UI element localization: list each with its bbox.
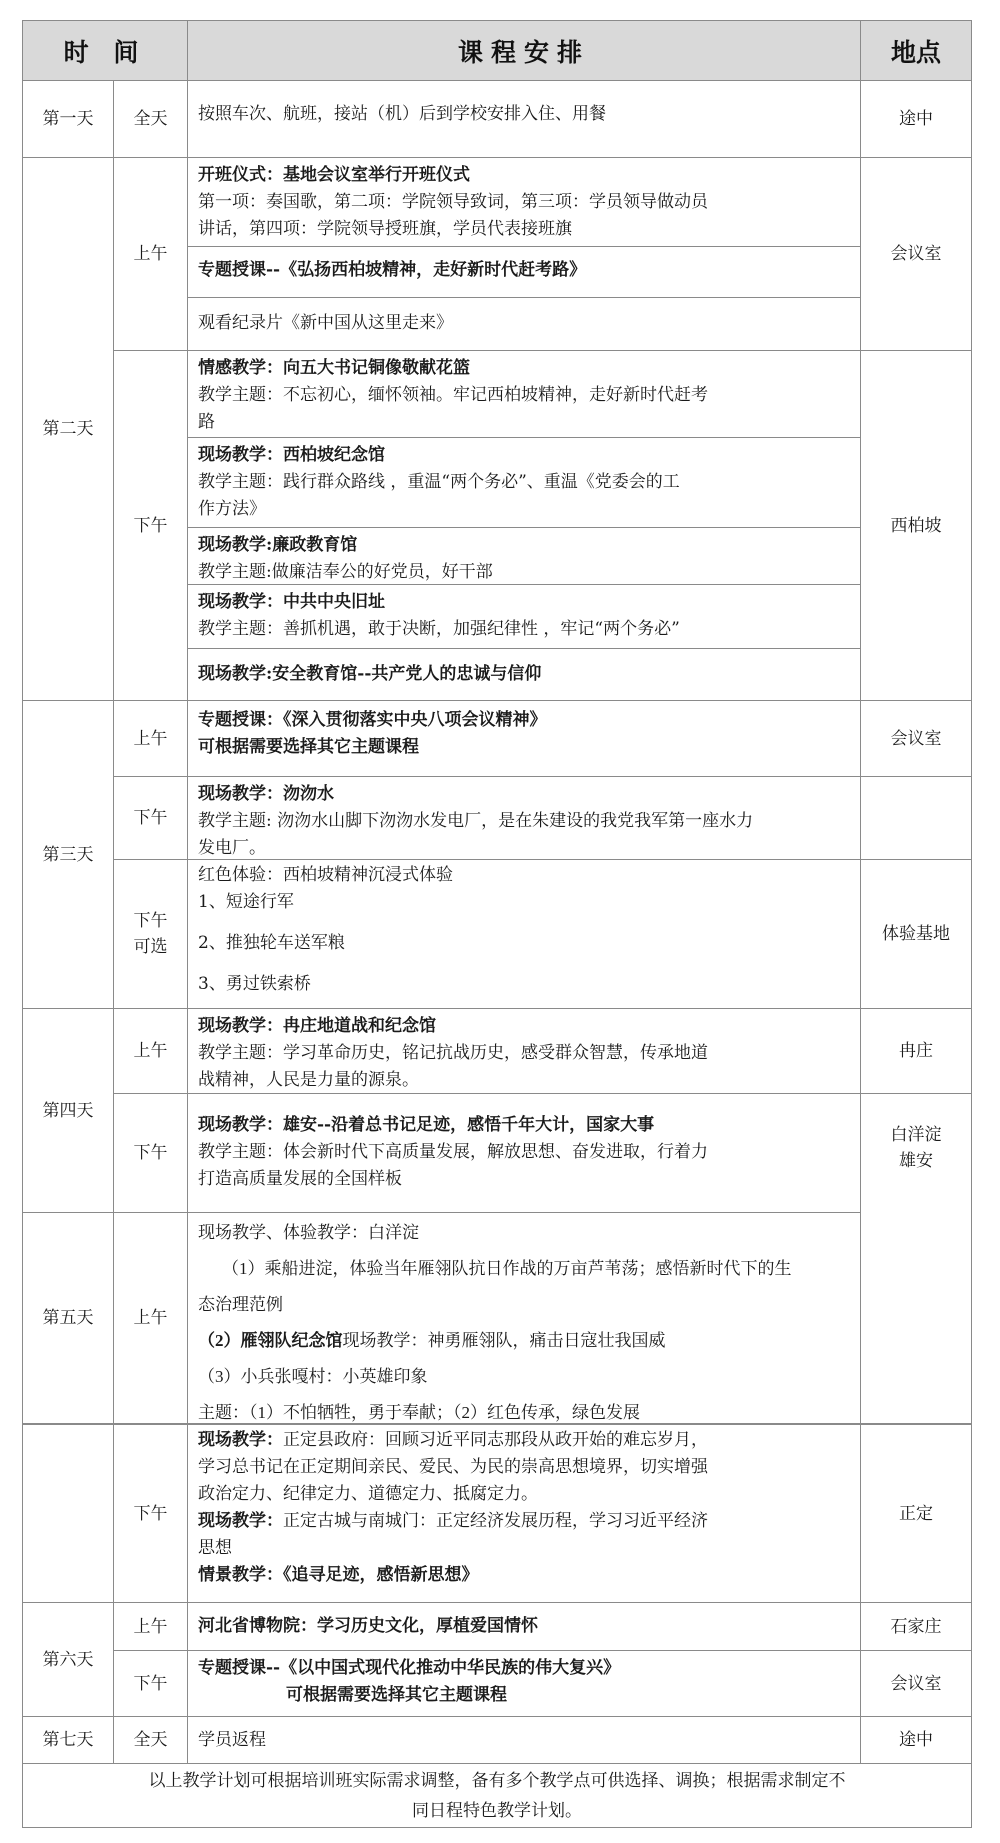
list-item: 3、勇过铁索桥 — [198, 974, 311, 994]
schedule-cell — [187, 1650, 861, 1717]
item-subtitle: 可根据需要选择其它主题课程 — [286, 1685, 507, 1705]
schedule-cell — [187, 437, 861, 528]
schedule-table — [22, 20, 972, 1828]
item-bold: 现场教学： — [198, 1430, 283, 1450]
location-cell: 会议室 — [860, 700, 972, 777]
item-text: 讲话，第四项：学院领导授班旗，学员代表接班旗 — [198, 219, 572, 239]
period-label: 下午 — [113, 1424, 188, 1603]
day-label: 第五天 — [22, 1212, 114, 1424]
item-text: 教学主题：体会新时代下高质量发展，解放思想、奋发进取，行着力 — [198, 1142, 708, 1162]
item-text: 学习总书记在正定期间亲民、爱民、为民的崇高思想境界，切实增强 — [198, 1457, 708, 1477]
period-label: 上午 — [113, 1602, 188, 1651]
item-title: 现场教学：沕沕水 — [198, 784, 334, 804]
location-line: 雄安 — [899, 1151, 933, 1171]
item-text: 政治定力、纪律定力、道德定力、抵腐定力。 — [198, 1484, 538, 1504]
item-title: 河北省博物院：学习历史文化，厚植爱国情怀 — [198, 1616, 538, 1636]
list-item: 2、推独轮车送军粮 — [198, 933, 345, 953]
schedule-cell — [187, 584, 861, 649]
item-text: 教学主题：践行群众路线 ，重温“两个务必”、重温《党委会的工 — [198, 472, 680, 492]
item-text: 正定县政府：回顾习近平同志那段从政开始的难忘岁月， — [283, 1430, 708, 1450]
item-text: 现场教学：神勇雁翎队，痛击日寇壮我国威 — [342, 1331, 666, 1350]
schedule-cell — [187, 157, 861, 247]
item-text: 战精神，人民是力量的源泉。 — [198, 1070, 419, 1090]
footer-note — [22, 1763, 972, 1828]
item-text: 教学主题：学习革命历史，铭记抗战历史，感受群众智慧，传承地道 — [198, 1043, 708, 1063]
schedule-cell — [187, 1424, 861, 1603]
day-label: 第六天 — [22, 1602, 114, 1717]
day-label-empty — [22, 1424, 114, 1603]
period-label: 全天 — [113, 80, 188, 158]
period-label: 下午 — [113, 776, 188, 860]
period-label: 下午 — [113, 1093, 188, 1213]
day-label: 第二天 — [22, 157, 114, 701]
location-line: 白洋淀 — [890, 1125, 942, 1145]
schedule-cell — [187, 700, 861, 777]
item-text: 教学主题：善抓机遇，敢于决断，加强纪律性 ，牢记“两个务必” — [198, 619, 680, 639]
period-label: 上午 — [113, 1008, 188, 1094]
schedule-cell — [187, 1212, 861, 1424]
item-bold: （2）雁翎队纪念馆 — [198, 1331, 343, 1350]
location-cell: 冉庄 — [860, 1008, 972, 1094]
item-text: 教学主题：不忘初心，缅怀领袖。牢记西柏坡精神，走好新时代赶考 — [198, 385, 708, 405]
header-location: 地点 — [860, 20, 972, 81]
item-text: 教学主题:做廉洁奉公的好党员，好干部 — [198, 562, 493, 582]
schedule-cell — [187, 859, 861, 1009]
item-title: 开班仪式：基地会议室举行开班仪式 — [198, 165, 470, 185]
item-text: 发电厂。 — [198, 838, 266, 858]
schedule-cell — [187, 297, 861, 351]
item-title: 情景教学：《追寻足迹，感悟新思想》 — [198, 1565, 479, 1585]
footer-line: 以上教学计划可根据培训班实际需求调整，备有多个教学点可供选择、调换；根据需求制定不 — [148, 1770, 846, 1791]
location-cell: 正定 — [860, 1424, 972, 1603]
item-title: 现场教学:廉政教育馆 — [198, 535, 358, 555]
footer-line: 同日程特色教学计划。 — [412, 1800, 582, 1821]
period-label: 上午 — [113, 1212, 188, 1424]
schedule-cell — [187, 1602, 861, 1651]
item-text: 教学主题: 沕沕水山脚下沕沕水发电厂，是在朱建设的我党我军第一座水力 — [198, 811, 754, 831]
item-title: 现场教学：雄安--沿着总书记足迹，感悟千年大计，国家大事 — [198, 1115, 655, 1135]
location-cell: 会议室 — [860, 1650, 972, 1717]
period-label: 下午 — [113, 1650, 188, 1717]
item-text: 作方法》 — [198, 499, 266, 519]
item-text: 主题：（1）不怕牺牲，勇于奉献；（2）红色传承，绿色发展 — [198, 1403, 640, 1422]
item-text: 路 — [198, 412, 215, 432]
schedule-cell — [187, 350, 861, 438]
item-text: 红色体验：西柏坡精神沉浸式体验 — [198, 865, 453, 885]
day-label: 第七天 — [22, 1716, 114, 1764]
item-title: 专题授课--《以中国式现代化推动中华民族的伟大复兴》 — [198, 1658, 621, 1678]
item-title: 专题授课：《深入贯彻落实中央八项会议精神》 — [198, 710, 547, 730]
period-label: 下午 — [113, 350, 188, 701]
list-item: （3）小兵张嘎村：小英雄印象 — [198, 1367, 428, 1386]
item-title: 专题授课--《弘扬西柏坡精神，走好新时代赶考路》 — [198, 260, 587, 280]
schedule-cell — [187, 1093, 861, 1213]
item-title: 现场教学：冉庄地道战和纪念馆 — [198, 1016, 436, 1036]
day-label: 第三天 — [22, 700, 114, 1009]
period-label: 上午 — [113, 157, 188, 351]
header-time: 时 间 — [22, 20, 188, 81]
list-item: 态治理范例 — [198, 1295, 283, 1314]
schedule-cell — [187, 1008, 861, 1094]
period-label: 上午 — [113, 700, 188, 777]
schedule-cell — [187, 527, 861, 585]
header-schedule: 课程安排 — [187, 20, 861, 81]
location-cell: 体验基地 — [860, 859, 972, 1009]
period-line: 可选 — [133, 937, 168, 957]
item-text: 打造高质量发展的全国样板 — [198, 1169, 402, 1189]
location-cell: 途中 — [860, 80, 972, 158]
day-label: 第四天 — [22, 1008, 114, 1213]
item-text: 第一项：奏国歌，第二项：学院领导致词，第三项：学员领导做动员 — [198, 192, 708, 212]
day-label: 第一天 — [22, 80, 114, 158]
location-cell: 西柏坡 — [860, 350, 972, 701]
content-text: 学员返程 — [198, 1730, 266, 1750]
schedule-cell — [187, 80, 861, 158]
item-bold: 现场教学： — [198, 1511, 283, 1531]
period-line: 下午 — [133, 911, 168, 931]
list-item — [198, 1329, 850, 1353]
schedule-cell — [187, 776, 861, 860]
location-cell: 石家庄 — [860, 1602, 972, 1651]
location-cell — [860, 1093, 972, 1424]
schedule-cell — [187, 246, 861, 298]
item-text: 思想 — [198, 1538, 232, 1558]
item-text: 观看纪录片《新中国从这里走来》 — [198, 313, 453, 333]
item-title: 现场教学：西柏坡纪念馆 — [198, 445, 385, 465]
location-cell — [860, 776, 972, 860]
item-text: 正定古城与南城门：正定经济发展历程，学习习近平经济 — [283, 1511, 708, 1531]
list-item: 1、短途行军 — [198, 892, 294, 912]
item-title: 情感教学：向五大书记铜像敬献花篮 — [198, 358, 470, 378]
item-subtitle: 可根据需要选择其它主题课程 — [198, 737, 419, 757]
item-title: 现场教学:安全教育馆--共产党人的忠诚与信仰 — [198, 664, 542, 684]
period-label: 全天 — [113, 1716, 188, 1764]
content-text: 按照车次、航班，接站（机）后到学校安排入住、用餐 — [198, 104, 606, 124]
schedule-cell — [187, 648, 861, 701]
item-title: 现场教学：中共中央旧址 — [198, 592, 385, 612]
item-text: 现场教学、体验教学：白洋淀 — [198, 1223, 419, 1242]
location-cell: 途中 — [860, 1716, 972, 1764]
schedule-cell — [187, 1716, 861, 1764]
location-cell: 会议室 — [860, 157, 972, 351]
period-label — [113, 859, 188, 1009]
list-item: （1）乘船进淀，体验当年雁翎队抗日作战的万亩芦苇荡；感悟新时代下的生 — [222, 1259, 792, 1278]
